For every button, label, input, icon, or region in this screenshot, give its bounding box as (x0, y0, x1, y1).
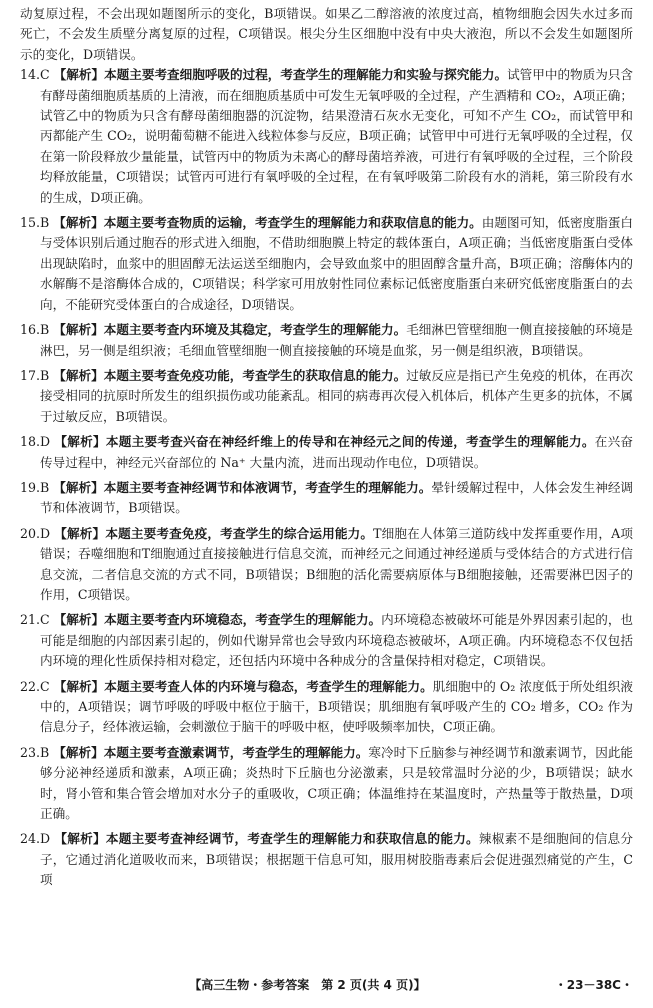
question-number: 19. (20, 479, 41, 495)
analysis-text: 毛细淋巴管壁细胞一侧直接接触的环境是淋巴，另一侧是组织液；毛细血管壁细胞一侧直接接触的环境是血浆，另一侧是组织液，B项错误。 (40, 322, 634, 358)
question-number: 20. (20, 525, 41, 541)
question-number: 24. (20, 831, 41, 847)
question-number: 18. (20, 434, 41, 450)
analysis-text: 辣椒素不是细胞间的信息分子，它通过消化道吸收而来，B项错误；根据题干信息可知，服用树胶脂毒素后会促进强烈痛觉的产生，C项 (40, 831, 634, 888)
analysis-text: 内环境稳态被破坏可能是外界因素引起的，也可能是细胞的内部因素引起的，例如代谢异常也会导致内环境稳态被破坏，A项正确。内环境稳态不仅包括内环境的理化性质保持相对稳定，还包括内环境中各种成分的含量保持相对稳定，C项错误。 (40, 612, 634, 669)
analysis-focus: 本题主要考查物质的运输，考查学生的理解能力和获取信息的能力。 (103, 215, 482, 231)
answer-entry (20, 677, 633, 738)
answer-body (40, 524, 633, 606)
answer-entry (20, 213, 633, 315)
analysis-tag: 【解析】 (54, 434, 106, 450)
analysis-tag: 【解析】 (53, 479, 104, 495)
question-number: 14. (20, 67, 41, 83)
answer-letter: D (40, 525, 51, 541)
analysis-tag: 【解析】 (53, 612, 105, 628)
answer-letter: D (40, 434, 51, 450)
answer-letter: C (40, 678, 50, 694)
answer-body (40, 478, 633, 519)
question-number: 15. (20, 215, 41, 231)
analysis-focus: 本题主要考查神经调节和体液调节，考查学生的理解能力。 (103, 479, 432, 495)
analysis-focus: 本题主要考查激素调节，考查学生的理解能力。 (103, 744, 369, 760)
answer-letter: D (40, 831, 51, 847)
answer-list (20, 65, 633, 890)
question-number: 16. (20, 322, 41, 338)
analysis-focus: 本题主要考查免疫，考查学生的综合运用能力。 (105, 525, 374, 541)
answer-entry (20, 65, 633, 208)
analysis-tag: 【解析】 (53, 744, 104, 760)
footer-code: ・23－38C・ (554, 978, 633, 992)
answer-letter: B (40, 322, 50, 338)
question-number: 22. (20, 678, 41, 694)
answer-entry (20, 478, 633, 519)
analysis-focus: 本题主要考查免疫功能，考查学生的获取信息的能力。 (103, 367, 407, 383)
question-number: 23. (20, 744, 41, 760)
analysis-text: 肌细胞中的 O₂ 浓度低于所处组织液中的，A项错误；调节呼吸的呼吸中枢位于脑干，B项错误；肌细胞有氧呼吸产生的 CO₂ 增多，CO₂ 作为信息分子，经体液运输，会刺激位于脑干的呼吸中枢，使呼吸频率加快，C项正确。 (40, 678, 634, 735)
answer-letter: C (40, 612, 50, 628)
footer-page-info: 【高三生物・参考答案 第 2 页(共 4 页)】 (189, 978, 426, 992)
answer-letter: B (40, 215, 50, 231)
page-footer (20, 975, 633, 995)
analysis-text: 晕针缓解过程中，人体会发生神经调节和体液调节，B项错误。 (40, 479, 634, 516)
answer-body (40, 213, 633, 315)
answer-letter: C (40, 67, 50, 83)
analysis-text: 过敏反应是指已产生免疫的机体，在再次接受相同的抗原时所发生的组织损伤或功能紊乱。相同的病毒再次侵入机体后，机体产生更多的抗体，不属于过敏反应，B项错误。 (40, 367, 634, 424)
analysis-text: 寒冷时下丘脑参与神经调节和激素调节，因此能够分泌神经递质和激素，A项正确；炎热时下丘脑也分泌激素，只是较常温时分泌的少，B项错误；缺水时，肾小管和集合管会增加对水分子的重吸收，C项正确；体温维持在某温度时，产热量等于散热量，D项正确。 (40, 744, 634, 822)
answer-body (40, 65, 633, 208)
answer-body (40, 320, 633, 361)
analysis-text: 由题图可知，低密度脂蛋白与受体识别后通过胞吞的形式进入细胞，不借助细胞膜上特定的载体蛋白，A项正确；当低密度脂蛋白受体出现缺陷时，血浆中的胆固醇无法运送至细胞内，会导致血浆中的胆固醇含量升高，B项正确；溶酶体内的水解酶不是溶酶体合成的，C项错误；科学家可用放射性同位素标记低密度脂蛋白来研究低密度脂蛋白的去向，不能研究受体蛋白的合成途径，D项错误。 (40, 215, 634, 312)
analysis-tag: 【解析】 (53, 678, 105, 694)
analysis-tag: 【解析】 (54, 831, 106, 847)
analysis-tag: 【解析】 (53, 322, 104, 338)
answer-body (40, 677, 633, 738)
analysis-focus: 本题主要考查内环境稳态，考查学生的理解能力。 (104, 612, 382, 628)
analysis-focus: 本题主要考查人体的内环境与稳态，考查学生的理解能力。 (104, 678, 433, 694)
analysis-focus: 本题主要考查内环境及其稳定，考查学生的理解能力。 (103, 322, 407, 338)
analysis-tag: 【解析】 (53, 67, 105, 83)
answer-body (40, 743, 633, 825)
answer-entry (20, 320, 633, 361)
answer-body (40, 432, 633, 473)
question-number: 21. (20, 612, 41, 628)
analysis-focus: 本题主要考查细胞呼吸的过程，考查学生的理解能力和实验与探究能力。 (104, 67, 508, 83)
answer-letter: B (40, 479, 50, 495)
answer-body (40, 610, 633, 671)
question-number: 17. (20, 367, 41, 383)
answer-entry (20, 610, 633, 671)
answer-letter: B (40, 744, 50, 760)
answer-entry (20, 743, 633, 825)
analysis-text: 在兴奋传导过程中，神经元兴奋部位的 Na⁺ 大量内流，进而出现动作电位，D项错误。 (40, 434, 634, 470)
answer-entry (20, 432, 633, 473)
answer-letter: B (40, 367, 50, 383)
answer-entry (20, 366, 633, 427)
analysis-text: T细胞在人体第三道防线中发挥重要作用，A项错误；吞噬细胞和T细胞通过直接接触进行信息交流，而神经元之间通过神经递质与受体结合的方式进行信息交流，二者信息交流的方式不同，B项错误；B细胞的活化需要病原体与B细胞接触，还需要淋巴因子的作用，C项错误。 (40, 525, 634, 602)
analysis-text: 试管甲中的物质为只含有酵母菌细胞质基质的上清液，而在细胞质基质中可发生无氧呼吸的全过程，产生酒精和 CO₂，A项正确；试管乙中的物质为只含有酵母菌细胞器的沉淀物，结果澄清石灰水无变化，可知不产生 CO₂，而试管甲和丙都能产生 CO₂，说明葡萄糖不能进入线粒体参与反应，B项正确；试管甲中可进行无氧呼吸的全过程，仅在第一阶段释放少量能量，试管丙中的物质为未离心的酵母菌培养液，可进行有氧呼吸的全过程，三个阶段均释放能量，C项错误；试管丙可进行有氧呼吸的全过程，在有氧呼吸第二阶段有水的消耗，第三阶段有水的生成，D项正确。 (40, 67, 634, 205)
analysis-tag: 【解析】 (53, 367, 104, 383)
analysis-tag: 【解析】 (53, 215, 104, 231)
answer-entry (20, 829, 633, 890)
answer-body (40, 366, 633, 427)
intro-paragraph: 动复原过程，不会出现如题图所示的变化，B项错误。如果乙二醇溶液的浓度过高，植物细胞会因失水过多而死亡，不会发生质壁分离复原的过程，C项错误。根尖分生区细胞中没有中央大液泡，所以不会发生如题图所示的变化，D项错误。 (20, 6, 633, 62)
answer-entry (20, 524, 633, 606)
analysis-tag: 【解析】 (54, 525, 106, 541)
analysis-focus: 本题主要考查神经调节，考查学生的理解能力和获取信息的能力。 (105, 831, 479, 847)
analysis-focus: 本题主要考查兴奋在神经纤维上的传导和在神经元之间的传递，考查学生的理解能力。 (105, 434, 595, 450)
answer-body (40, 829, 633, 890)
